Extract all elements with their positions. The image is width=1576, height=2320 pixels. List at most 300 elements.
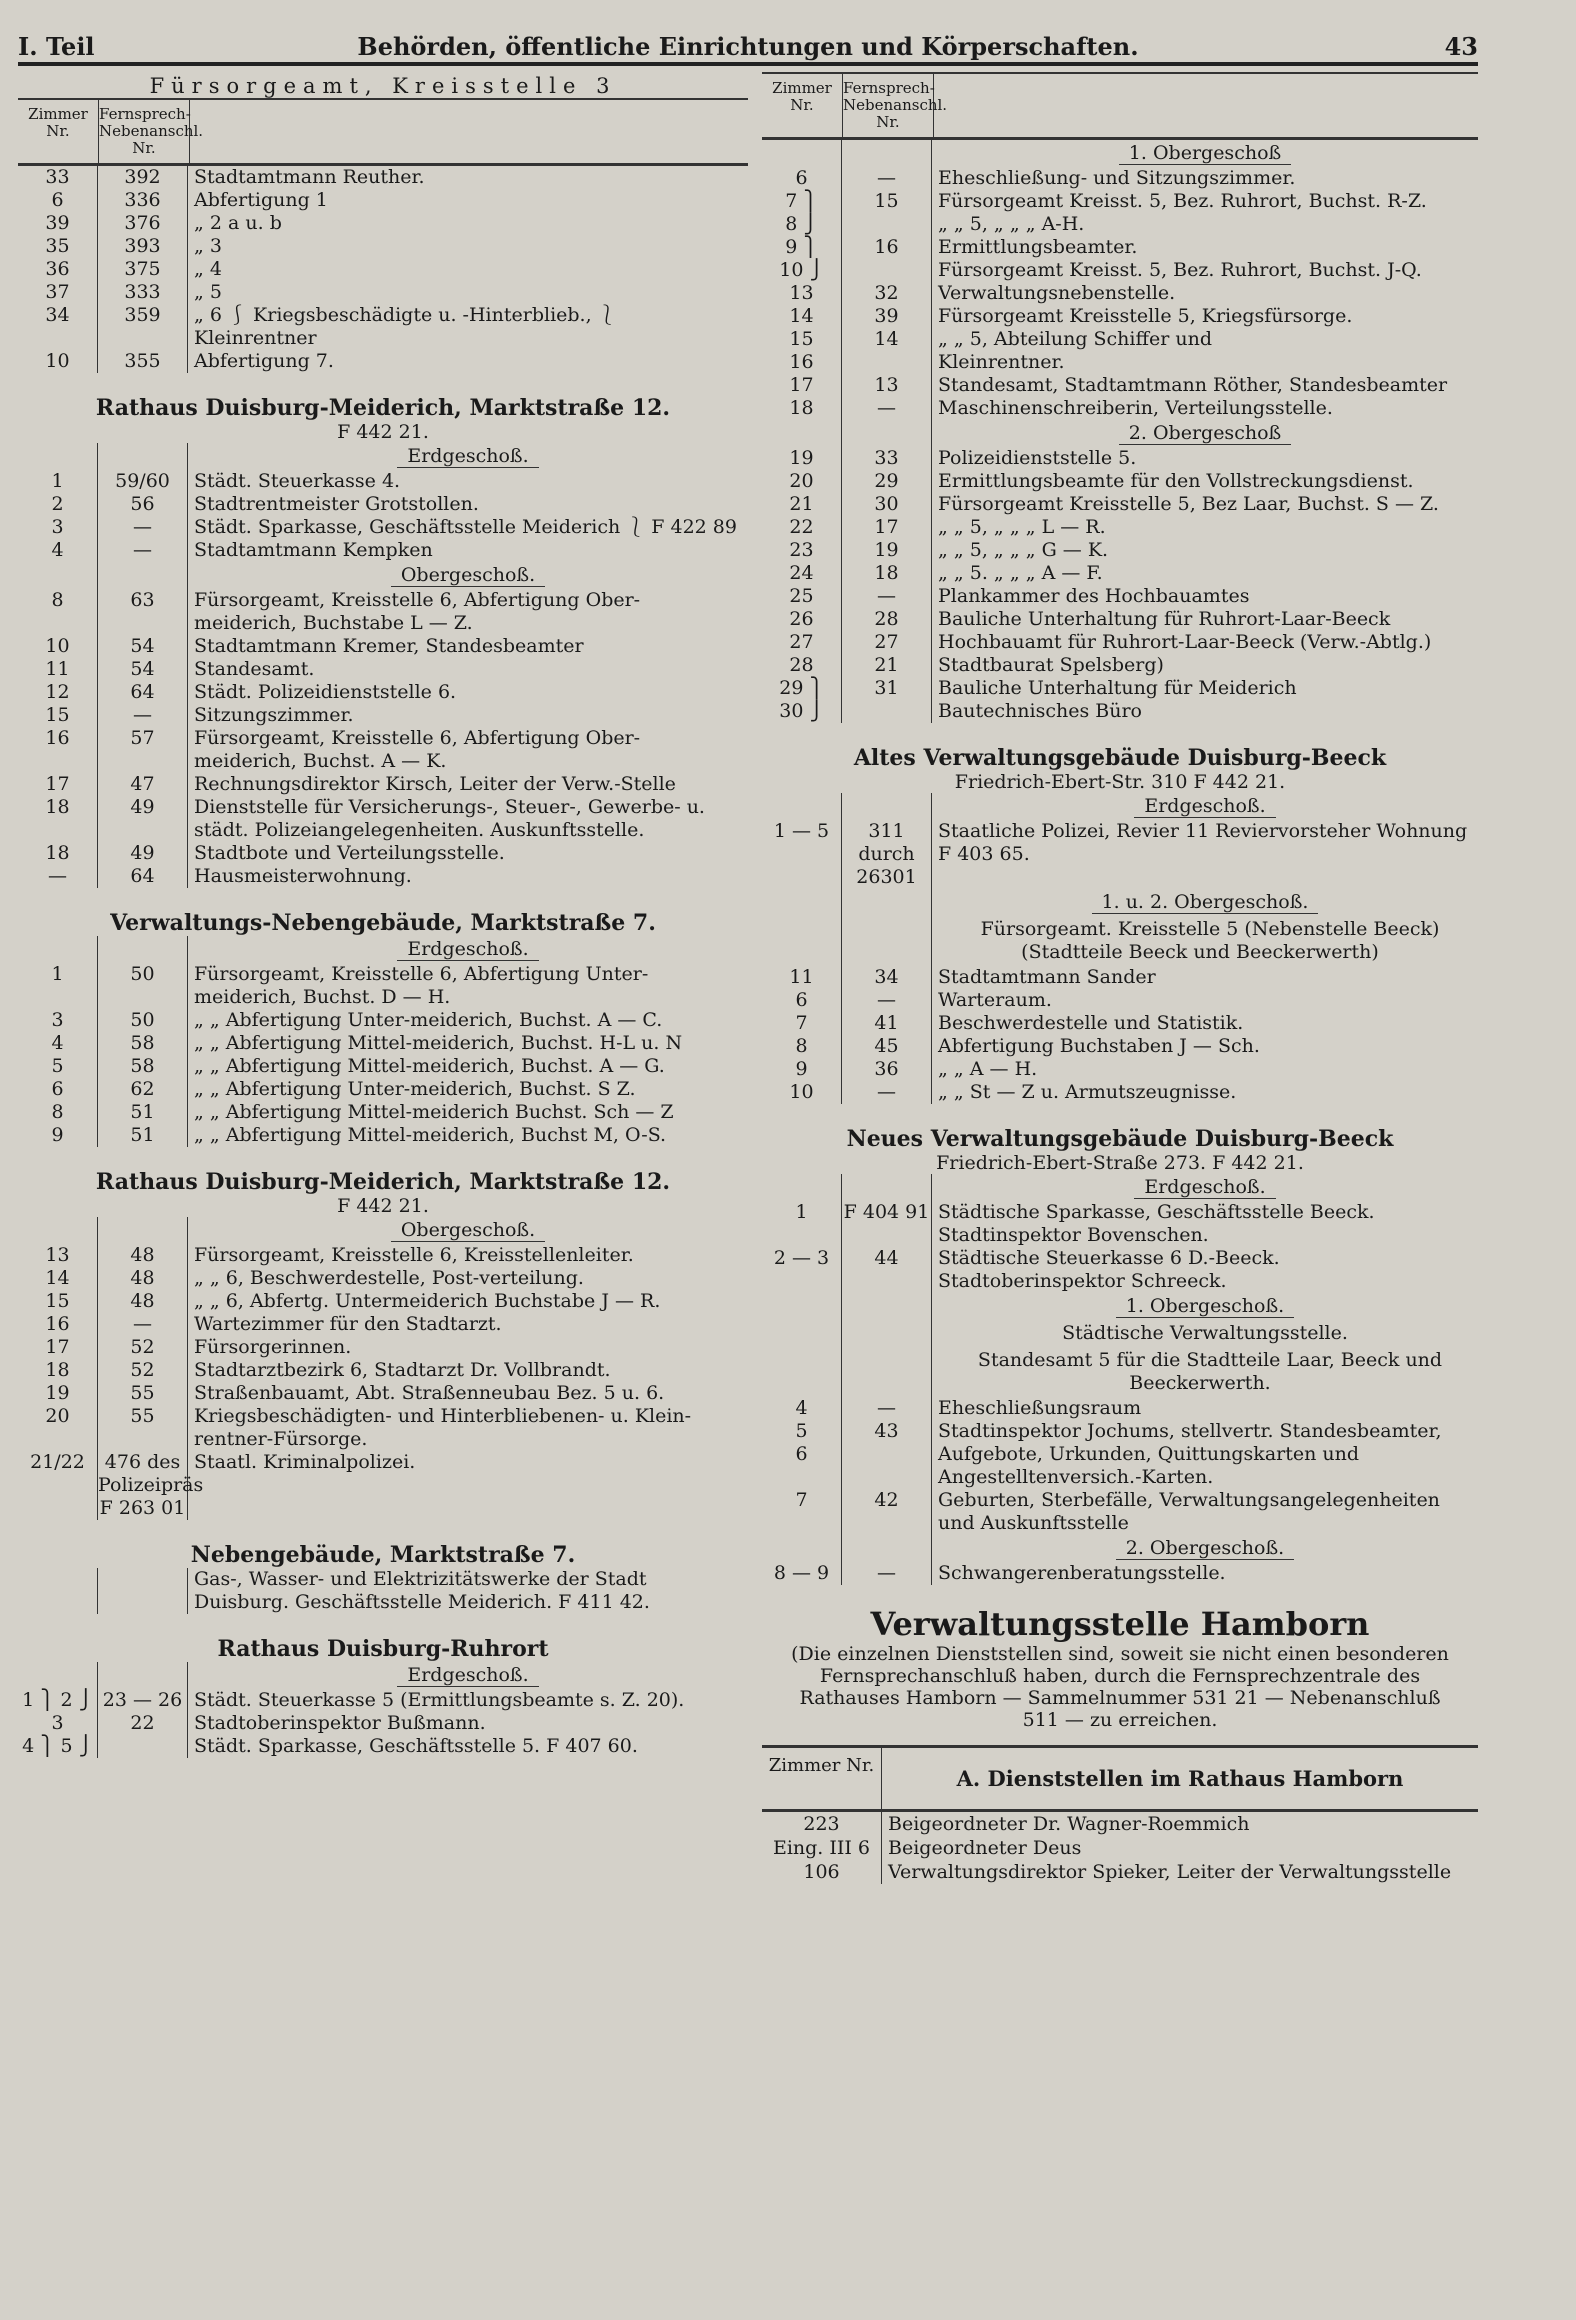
- room-number: 29 ⎫: [762, 677, 842, 700]
- table-block: [18, 1662, 748, 1758]
- office-entry: Dienststelle für Versicherungs-, Steuer-, Gewerbe- u. städt. Polizeiangelegenheiten. Auskunftsstelle.: [194, 796, 705, 841]
- office-entry: Fürsorgeamt Kreisstelle 5, Kriegsfürsorge.: [938, 305, 1353, 327]
- section-title: Fürsorgeamt, Kreisstelle 3: [149, 74, 617, 98]
- office-entry: Abfertigung 1: [194, 189, 328, 211]
- office-entry: „ „ A — H.: [938, 1058, 1038, 1080]
- office-entry: Fürsorgerinnen.: [194, 1336, 352, 1358]
- phone-extension: 22: [98, 1712, 188, 1735]
- phone-extension: 39: [842, 305, 932, 328]
- room-number: 5: [18, 1055, 98, 1078]
- office-entry: Städt. Sparkasse, Geschäftsstelle 5. F 407 60.: [194, 1735, 638, 1757]
- room-number: 1: [762, 1201, 842, 1247]
- spacer: [18, 562, 98, 589]
- spacer: [762, 889, 842, 916]
- office-entry: Straßenbauamt, Abt. Straßenneubau Bez. 5 u. 6.: [194, 1382, 665, 1404]
- office-entry: „ „ Abfertigung Mittel-meiderich, Buchst. H-L u. N: [194, 1032, 683, 1054]
- phone-extension: 30: [842, 493, 932, 516]
- phone-extension: 58: [98, 1032, 188, 1055]
- section-heading: Verwaltungsstelle Hamborn: [870, 1605, 1370, 1643]
- phone-extension: F 404 91: [842, 1201, 932, 1247]
- room-number: 17: [18, 1336, 98, 1359]
- room-number: 16: [18, 727, 98, 773]
- table-block: [762, 420, 1478, 723]
- phone-extension: 13: [842, 374, 932, 397]
- col-empty: [190, 100, 748, 163]
- spacer: [762, 793, 842, 820]
- room-number: 8 — 9: [762, 1562, 842, 1585]
- office-entry: Beschwerdestelle und Statistik.: [938, 1012, 1244, 1034]
- phone-extension: 376: [98, 212, 188, 235]
- office-entry: Wartezimmer für den Stadtarzt.: [194, 1313, 502, 1335]
- phone-extension: 29: [842, 470, 932, 493]
- col-title: A. Dienststellen im Rathaus Hamborn: [956, 1766, 1404, 1791]
- phone-extension: 36: [842, 1058, 932, 1081]
- phone-extension: 49: [98, 796, 188, 842]
- phone-extension: —: [842, 1397, 932, 1420]
- room-number: 7: [762, 1012, 842, 1035]
- room-number: 34: [18, 304, 98, 350]
- phone-extension: 42: [842, 1489, 932, 1535]
- room-number: 6: [762, 1443, 842, 1489]
- office-entry: Bauliche Unterhaltung für Ruhrort-Laar-Beeck: [938, 608, 1391, 630]
- sub-note-label: Standesamt 5 für die Stadtteile Laar, Beeck und Beeckerwerth.: [977, 1349, 1443, 1394]
- room-number: 8: [18, 1101, 98, 1124]
- room-number: 8: [762, 1035, 842, 1058]
- room-number: 9 ⎫: [762, 236, 842, 259]
- office-entry: „ 2 a u. b: [194, 212, 282, 234]
- phone-extension: 14: [842, 328, 932, 351]
- table-block: [762, 1535, 1478, 1585]
- floor-label: [932, 1293, 1478, 1320]
- sub-note: [932, 1320, 1478, 1347]
- floor-label-label: Obergeschoß.: [391, 1219, 545, 1242]
- room-number: 37: [18, 281, 98, 304]
- office-entry: Sitzungszimmer.: [194, 704, 354, 726]
- spacer: [98, 1662, 188, 1689]
- room-number: 1: [18, 470, 98, 493]
- office-entry: Fürsorgeamt, Kreisstelle 6, Abfertigung Ober-meiderich, Buchstabe L — Z.: [194, 589, 641, 634]
- phone-extension: 50: [98, 963, 188, 1009]
- room-number: 1: [18, 963, 98, 1009]
- phone-extension: [842, 259, 932, 282]
- spacer: [842, 1174, 932, 1201]
- phone-extension: 44: [842, 1247, 932, 1293]
- phone-extension: 52: [98, 1359, 188, 1382]
- phone-extension: 336: [98, 189, 188, 212]
- spacer: [18, 936, 98, 963]
- office-entry: Bautechnisches Büro: [938, 700, 1142, 722]
- table-header: [18, 98, 748, 166]
- spacer: [18, 1217, 98, 1244]
- office-entry: Städtische Steuerkasse 6 D.-Beeck. Stadtoberinspektor Schreeck.: [938, 1247, 1280, 1292]
- phone-extension: 19: [842, 539, 932, 562]
- office-entry: Abfertigung Buchstaben J — Sch.: [938, 1035, 1260, 1057]
- office-entry: Hausmeisterwohnung.: [194, 865, 412, 887]
- phone-extension: 23 — 26: [98, 1689, 188, 1712]
- room-number: 35: [18, 235, 98, 258]
- left-column: [18, 72, 748, 1758]
- phone-extension: 41: [842, 1012, 932, 1035]
- col-zimmer: Zimmer Nr.: [18, 100, 99, 163]
- phone-extension: 476 des Polizeipräs F 263 01: [98, 1451, 204, 1519]
- spacer: [762, 140, 842, 167]
- floor-label-label: Erdgeschoß.: [1134, 1176, 1275, 1199]
- office-entry: Stadtoberinspektor Bußmann.: [194, 1712, 486, 1734]
- room-number: 9: [762, 1058, 842, 1081]
- phone-extension: 62: [98, 1078, 188, 1101]
- room-number: 30 ⎭: [762, 700, 842, 723]
- office-entry: „ „ 5. „ „ „ A — F.: [938, 562, 1103, 584]
- floor-label: [932, 1535, 1478, 1562]
- phone-extension: 52: [98, 1336, 188, 1359]
- room-number: 23: [762, 539, 842, 562]
- room-number: 15: [762, 328, 842, 351]
- floor-label-label: Erdgeschoß.: [397, 938, 538, 961]
- room-number: 10 ⎭: [762, 259, 842, 282]
- room-number: 19: [18, 1382, 98, 1405]
- phone-extension: 392: [98, 166, 188, 189]
- phone-extension: —: [842, 1562, 932, 1585]
- room-number: 18: [18, 842, 98, 865]
- room-number: 33: [18, 166, 98, 189]
- phone-extension: 43: [842, 1420, 932, 1443]
- room-number: [18, 1568, 98, 1614]
- office-entry: „ „ Abfertigung Mittel-meiderich, Buchst. A — G.: [194, 1055, 665, 1077]
- room-number: 16: [762, 351, 842, 374]
- phone-extension: 18: [842, 562, 932, 585]
- office-entry: Geburten, Sterbefälle, Verwaltungsangelegenheiten und Auskunftsstelle: [938, 1489, 1440, 1534]
- office-entry: Stadtamtmann Kremer, Standesbeamter: [194, 635, 584, 657]
- office-entry: Fürsorgeamt, Kreisstelle 6, Abfertigung Ober-meiderich, Buchst. A — K.: [194, 727, 641, 772]
- office-entry: Stadtamtmann Kempken: [194, 539, 433, 561]
- room-number: 3: [18, 1712, 98, 1735]
- section-title: Neues Verwaltungsgebäude Duisburg-Beeck: [846, 1126, 1394, 1152]
- room-number: 13: [18, 1244, 98, 1267]
- table-block: [18, 1568, 748, 1614]
- office-entry: Stadtbaurat Spelsberg): [938, 654, 1164, 676]
- room-number: 1 — 5: [762, 820, 842, 889]
- section-phone: F 442 21.: [337, 1195, 429, 1217]
- phone-extension: 56: [98, 493, 188, 516]
- room-number: 20: [18, 1405, 98, 1451]
- table-block: [18, 562, 748, 888]
- office-entry: Fürsorgeamt, Kreisstelle 6, Abfertigung Unter-meiderich, Buchst. D — H.: [194, 963, 649, 1008]
- room-number: 14: [762, 305, 842, 328]
- table-block: [762, 889, 1478, 1104]
- office-entry: „ 3: [194, 235, 222, 257]
- office-entry: „ „ Abfertigung Mittel-meiderich, Buchst M, O-S.: [194, 1124, 667, 1146]
- office-entry: Bauliche Unterhaltung für Meiderich: [938, 677, 1297, 699]
- office-entry: „ 5: [194, 281, 222, 303]
- floor-label: [188, 562, 748, 589]
- office-entry: Beigeordneter Deus: [888, 1837, 1082, 1859]
- section-title: Rathaus Duisburg-Ruhrort: [217, 1636, 549, 1662]
- phone-extension: 49: [98, 842, 188, 865]
- office-entry: Gas-, Wasser- und Elektrizitätswerke der Stadt Duisburg. Geschäftsstelle Meiderich. F 411 42.: [194, 1568, 650, 1613]
- office-entry: Städt. Sparkasse, Geschäftsstelle Meiderich ⎱ F 422 89: [194, 516, 737, 538]
- room-number: 16: [18, 1313, 98, 1336]
- room-number: 4: [18, 539, 98, 562]
- spacer: [842, 1293, 932, 1320]
- office-entry: Stadtrentmeister Grotstollen.: [194, 493, 479, 515]
- table-block: [762, 1293, 1478, 1535]
- header-part: I. Teil: [18, 32, 95, 61]
- table-block: [762, 1174, 1478, 1293]
- spacer: [842, 889, 932, 916]
- room-number: 17: [18, 773, 98, 796]
- office-entry: „ „ St — Z u. Armutszeugnisse.: [938, 1081, 1237, 1103]
- office-entry: Fürsorgeamt Kreisst. 5, Bez. Ruhrort, Buchst. J-Q.: [938, 259, 1422, 281]
- office-entry: Stadtamtmann Reuther.: [194, 166, 425, 188]
- floor-label: [932, 140, 1478, 167]
- spacer: [762, 1320, 842, 1347]
- office-entry: Hochbauamt für Ruhrort-Laar-Beeck (Verw.-Abtlg.): [938, 631, 1432, 653]
- col-fernsprech: Fernsprech- Nebenanschl. Nr.: [843, 74, 934, 137]
- right-column: [762, 72, 1478, 1884]
- room-number: 6: [18, 189, 98, 212]
- room-number: 4: [762, 1397, 842, 1420]
- phone-extension: 16: [842, 236, 932, 259]
- phone-extension: 17: [842, 516, 932, 539]
- office-entry: Fürsorgeamt Kreisstelle 5, Bez Laar, Buchst. S — Z.: [938, 493, 1439, 515]
- room-number: 13: [762, 282, 842, 305]
- office-entry: Abfertigung 7.: [194, 350, 334, 372]
- room-number: 4 ⎫ 5 ⎭: [18, 1735, 98, 1758]
- office-entry: Kriegsbeschädigten- und Hinterbliebenen- u. Klein-rentner-Fürsorge.: [194, 1405, 692, 1450]
- office-entry: Kleinrentner.: [938, 351, 1065, 373]
- phone-extension: 333: [98, 281, 188, 304]
- phone-extension: [842, 351, 932, 374]
- floor-label: [932, 420, 1478, 447]
- room-number: 24: [762, 562, 842, 585]
- office-entry: Verwaltungsnebenstelle.: [938, 282, 1176, 304]
- col-fernsprech: Fernsprech- Nebenanschl. Nr.: [99, 100, 190, 163]
- phone-extension: 375: [98, 258, 188, 281]
- floor-label: [932, 1174, 1478, 1201]
- office-entry: Verwaltungsdirektor Spieker, Leiter der Verwaltungsstelle: [888, 1861, 1452, 1883]
- spacer: [762, 420, 842, 447]
- office-entry: „ „ 6, Abfertg. Untermeiderich Buchstabe J — R.: [194, 1290, 661, 1312]
- floor-label: [932, 889, 1478, 916]
- office-entry: „ „ 6, Beschwerdestelle, Post-verteilung.: [194, 1267, 584, 1289]
- room-number: 11: [762, 966, 842, 989]
- table-block: [762, 1812, 1478, 1884]
- room-number: Eing. III 6: [762, 1836, 882, 1860]
- room-number: 36: [18, 258, 98, 281]
- sub-note: [932, 916, 1478, 966]
- floor-label: [188, 936, 748, 963]
- room-number: 3: [18, 1009, 98, 1032]
- phone-extension: —: [98, 516, 188, 539]
- spacer: [98, 1217, 188, 1244]
- room-number: 14: [18, 1267, 98, 1290]
- section-title: Rathaus Duisburg-Meiderich, Marktstraße 12.: [95, 395, 671, 421]
- office-entry: „ „ 5, Abteilung Schiffer und: [938, 328, 1212, 350]
- spacer: [762, 1174, 842, 1201]
- floor-label-label: Erdgeschoß.: [397, 445, 538, 468]
- office-entry: Eheschließungsraum: [938, 1397, 1142, 1419]
- room-number: 3: [18, 516, 98, 539]
- phone-extension: 64: [98, 681, 188, 704]
- room-number: 223: [762, 1812, 882, 1836]
- phone-extension: 50: [98, 1009, 188, 1032]
- office-entry: Ermittlungsbeamte für den Vollstreckungsdienst.: [938, 470, 1414, 492]
- phone-extension: 28: [842, 608, 932, 631]
- floor-label-label: 1. Obergeschoß.: [1116, 1295, 1294, 1318]
- spacer: [18, 1662, 98, 1689]
- phone-extension: 54: [98, 658, 188, 681]
- room-number: 18: [18, 796, 98, 842]
- phone-extension: 311 durch 26301: [842, 820, 932, 889]
- room-number: 10: [18, 350, 98, 373]
- room-number: 8 ⎭: [762, 213, 842, 236]
- floor-label-label: 1. u. 2. Obergeschoß.: [1092, 891, 1319, 914]
- office-entry: „ „ 5, „ „ „ L — R.: [938, 516, 1106, 538]
- room-number: 10: [18, 635, 98, 658]
- spacer: [842, 793, 932, 820]
- phone-extension: 31: [842, 677, 932, 700]
- spacer: [842, 1347, 932, 1397]
- phone-extension: —: [842, 167, 932, 190]
- office-entry: Stadtamtmann Sander: [938, 966, 1156, 988]
- spacer: [842, 420, 932, 447]
- floor-label-label: Erdgeschoß.: [1134, 795, 1275, 818]
- office-entry: Städt. Polizeidienststelle 6.: [194, 681, 457, 703]
- phone-extension: 48: [98, 1290, 188, 1313]
- table-block: [18, 166, 748, 373]
- office-entry: Standesamt.: [194, 658, 315, 680]
- office-entry: Staatl. Kriminalpolizei.: [194, 1451, 416, 1473]
- col-zimmer: Zimmer Nr.: [762, 1748, 882, 1809]
- phone-extension: 51: [98, 1124, 188, 1147]
- table-block: [762, 793, 1478, 889]
- office-entry: „ „ 5, „ „ „ G — K.: [938, 539, 1109, 561]
- spacer: [762, 1293, 842, 1320]
- room-number: 1 ⎫ 2 ⎭: [18, 1689, 98, 1712]
- office-entry: Standesamt, Stadtamtmann Röther, Standesbeamter: [938, 374, 1448, 396]
- phone-extension: —: [842, 585, 932, 608]
- room-number: 6: [762, 167, 842, 190]
- spacer: [842, 140, 932, 167]
- spacer: [842, 1320, 932, 1347]
- room-number: 10: [762, 1081, 842, 1104]
- phone-extension: 45: [842, 1035, 932, 1058]
- section-title: Altes Verwaltungsgebäude Duisburg-Beeck: [853, 745, 1387, 771]
- room-number: 8: [18, 589, 98, 635]
- spacer: [18, 443, 98, 470]
- spacer: [762, 916, 842, 966]
- office-entry: Staatliche Polizei, Revier 11 Reviervorsteher Wohnung F 403 65.: [938, 820, 1468, 865]
- room-number: 11: [18, 658, 98, 681]
- phone-extension: 58: [98, 1055, 188, 1078]
- phone-extension: —: [98, 539, 188, 562]
- office-entry: Plankammer des Hochbauamtes: [938, 585, 1250, 607]
- floor-label: [188, 1662, 748, 1689]
- room-number: —: [18, 865, 98, 888]
- office-entry: „ „ Abfertigung Mittel-meiderich Buchst. Sch — Z: [194, 1101, 674, 1123]
- section-address: Friedrich-Ebert-Str. 310 F 442 21.: [954, 771, 1286, 793]
- phone-extension: 15: [842, 190, 932, 213]
- section-title: Rathaus Duisburg-Meiderich, Marktstraße 12.: [95, 1169, 671, 1195]
- phone-extension: 48: [98, 1244, 188, 1267]
- phone-extension: 48: [98, 1267, 188, 1290]
- office-entry: Fürsorgeamt, Kreisstelle 6, Kreisstellenleiter.: [194, 1244, 634, 1266]
- floor-label-label: 1. Obergeschoß: [1119, 142, 1291, 165]
- sub-note-label: Fürsorgeamt. Kreisstelle 5 (Nebenstelle Beeck) (Stadtteile Beeck und Beeckerwerth): [980, 918, 1440, 963]
- room-number: 18: [762, 397, 842, 420]
- table-block: [18, 1217, 748, 1520]
- room-number: 28: [762, 654, 842, 677]
- phone-extension: 27: [842, 631, 932, 654]
- table-header: [762, 1745, 1478, 1812]
- section-phone: F 442 21.: [337, 421, 429, 443]
- phone-extension: 59/60: [98, 470, 188, 493]
- floor-label: [188, 443, 748, 470]
- room-number: 9: [18, 1124, 98, 1147]
- room-number: 21: [762, 493, 842, 516]
- spacer: [842, 916, 932, 966]
- table-block: [18, 936, 748, 1147]
- phone-extension: 64: [98, 865, 188, 888]
- room-number: 15: [18, 1290, 98, 1313]
- spacer: [98, 562, 188, 589]
- room-number: 15: [18, 704, 98, 727]
- office-entry: Maschinenschreiberin, Verteilungsstelle.: [938, 397, 1333, 419]
- phone-extension: [98, 1735, 188, 1758]
- phone-extension: 393: [98, 235, 188, 258]
- phone-extension: 47: [98, 773, 188, 796]
- room-number: 18: [18, 1359, 98, 1382]
- room-number: 2 — 3: [762, 1247, 842, 1293]
- section-title: Nebengebäude, Marktstraße 7.: [190, 1542, 576, 1568]
- floor-label-label: 2. Obergeschoß.: [1116, 1537, 1294, 1560]
- office-entry: Stadtbote und Verteilungsstelle.: [194, 842, 505, 864]
- phone-extension: —: [98, 704, 188, 727]
- page-header: [18, 30, 1478, 66]
- table-block: [18, 443, 748, 562]
- office-entry: „ 4: [194, 258, 222, 280]
- office-entry: Stadtinspektor Jochums, stellvertr. Standesbeamter,: [938, 1420, 1442, 1442]
- section-title: Verwaltungs-Nebengebäude, Marktstraße 7.: [110, 910, 656, 936]
- phone-extension: 55: [98, 1382, 188, 1405]
- floor-label: [188, 1217, 748, 1244]
- room-number: 6: [18, 1078, 98, 1101]
- room-number: 2: [18, 493, 98, 516]
- phone-extension: 33: [842, 447, 932, 470]
- phone-extension: 57: [98, 727, 188, 773]
- office-entry: Polizeidienststelle 5.: [938, 447, 1137, 469]
- office-entry: Städt. Steuerkasse 5 (Ermittlungsbeamte s. Z. 20).: [194, 1689, 685, 1711]
- office-entry: Schwangerenberatungsstelle.: [938, 1562, 1226, 1584]
- phone-extension: 359: [98, 304, 188, 350]
- room-number: 39: [18, 212, 98, 235]
- page-number: 43: [1444, 32, 1478, 61]
- office-entry: „ 6 ⎰ Kriegsbeschädigte u. -Hinterblieb., ⎱ Kleinrentner: [194, 304, 617, 349]
- col-zimmer: Zimmer Nr.: [762, 74, 843, 137]
- office-entry: Städt. Steuerkasse 4.: [194, 470, 401, 492]
- phone-extension: 54: [98, 635, 188, 658]
- office-entry: Rechnungsdirektor Kirsch, Leiter der Verw.-Stelle: [194, 773, 676, 795]
- office-entry: „ „ Abfertigung Unter-meiderich, Buchst. S Z.: [194, 1078, 636, 1100]
- office-entry: Warteraum.: [938, 989, 1052, 1011]
- phone-extension: —: [842, 989, 932, 1012]
- spacer: [842, 1535, 932, 1562]
- room-number: 7 ⎫: [762, 190, 842, 213]
- room-number: 27: [762, 631, 842, 654]
- office-entry: Stadtarztbezirk 6, Stadtarzt Dr. Vollbrandt.: [194, 1359, 611, 1381]
- phone-extension: —: [98, 1313, 188, 1336]
- phone-extension: —: [842, 397, 932, 420]
